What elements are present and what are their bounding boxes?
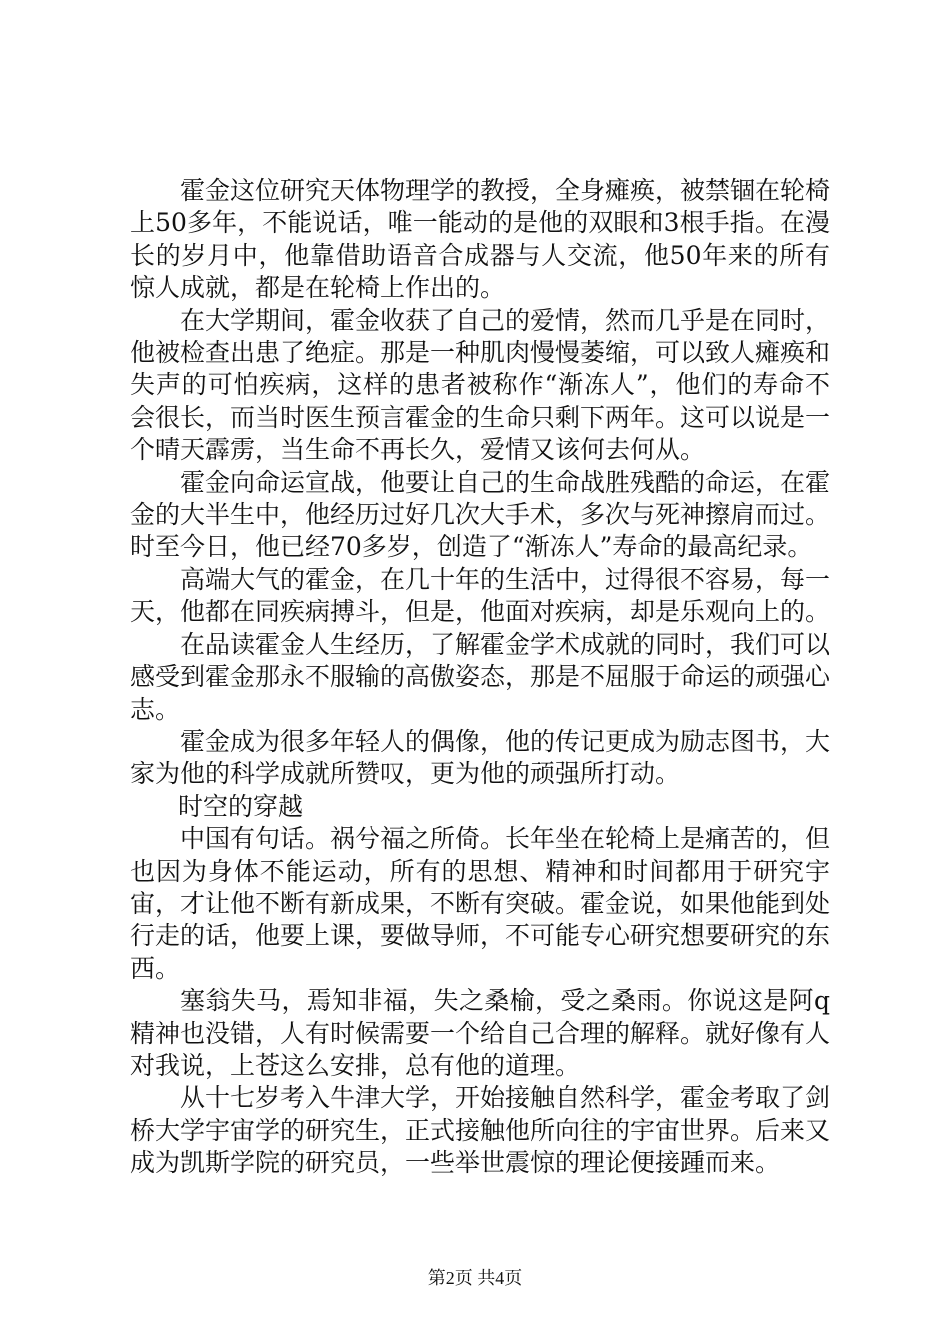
paragraph: 中国有句话。祸兮福之所倚。长年坐在轮椅上是痛苦的，但也因为身体不能运动，所有的思想、精神和时间都用于研究宇宙，才让他不断有新成果，不断有突破。霍金说，如果他能到处行走的话，他要上课，要做导师，不可能专心研究想要研究的东西。 — [130, 824, 831, 983]
paragraph: 霍金这位研究天体物理学的教授，全身瘫痪，被禁锢在轮椅上50多年，不能说话，唯一能动的是他的双眼和3根手指。在漫长的岁月中，他靠借助语音合成器与人交流，他50年来的所有惊人成就，都是在轮椅上作出的。 — [130, 176, 831, 303]
paragraph: 塞翁失马，焉知非福，失之桑榆，受之桑雨。你说这是阿q精神也没错，人有时候需要一个给自己合理的解释。就好像有人对我说，上苍这么安排，总有他的道理。 — [130, 986, 831, 1080]
page-footer: 第2页 共4页 — [427, 1268, 523, 1288]
paragraph: 在品读霍金人生经历，了解霍金学术成就的同时，我们可以感受到霍金那永不服输的高傲姿态，那是不屈服于命运的顽强心志。 — [130, 629, 831, 724]
paragraph: 在大学期间，霍金收获了自己的爱情，然而几乎是在同时，他被检查出患了绝症。那是一种肌肉慢慢萎缩，可以致人瘫痪和失声的可怕疾病，这样的患者被称作“渐冻人”，他们的寿命不会很长，而当时医生预言霍金的生命只剩下两年。这可以说是一个晴天霹雳，当生命不再长久，爱情又该何去何从。 — [130, 305, 831, 465]
paragraph: 霍金成为很多年轻人的偶像，他的传记更成为励志图书，大家为他的科学成就所赞叹，更为他的顽强所打动。 — [130, 726, 831, 789]
section-heading: 时空的穿越 — [178, 791, 304, 821]
paragraph: 从十七岁考入牛津大学，开始接触自然科学，霍金考取了剑桥大学宇宙学的研究生，正式接触他所向往的宇宙世界。后来又成为凯斯学院的研究员，一些举世震惊的理论便接踵而来。 — [130, 1083, 831, 1178]
body-text — [130, 175, 830, 1180]
paragraph: 霍金向命运宣战，他要让自己的生命战胜残酷的命运，在霍金的大半生中，他经历过好几次大手术，多次与死神擦肩而过。时至今日，他已经70多岁，创造了“渐冻人”寿命的最高纪录。 — [130, 467, 831, 562]
paragraph: 高端大气的霍金，在几十年的生活中，过得很不容易，每一天，他都在同疾病搏斗，但是，他面对疾病，却是乐观向上的。 — [130, 564, 831, 627]
